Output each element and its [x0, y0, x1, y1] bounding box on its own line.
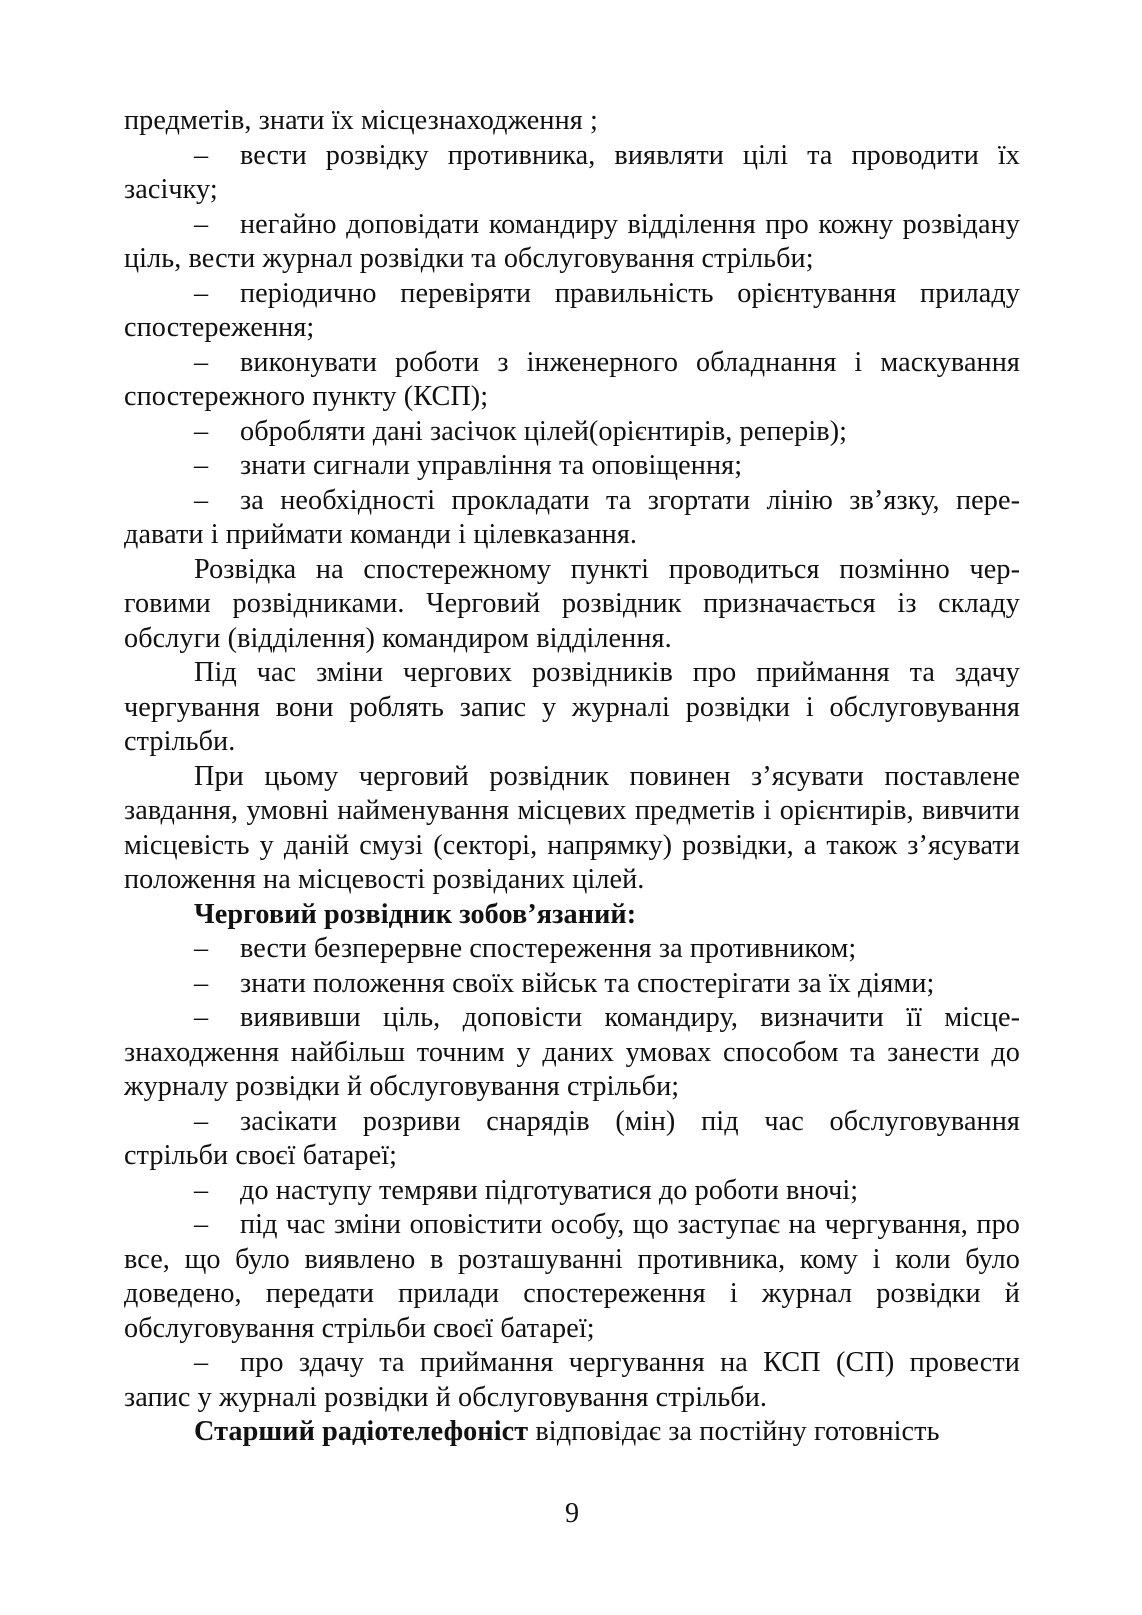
list-item-text: вести безперервне спостереження за противником;	[240, 933, 857, 964]
list-item	[124, 415, 1020, 450]
list-item-text: знати положення своїх військ та спостерігати за їх діями;	[240, 967, 935, 999]
lead-bold-text: Старший радіотелефоніст	[194, 1416, 529, 1447]
list-item-text: періодично перевіряти правильність орієнтування приладу спостереження;	[124, 277, 1020, 343]
list-item	[124, 449, 1020, 484]
list-item-text: під час зміни оповістити особу, що заступає на чергування, про все, що було виявлено в розташуванні противника, кому і коли було доведено, передати прилади спостереження і журнал розвідки й обслуговування стрільби своєї батареї;	[124, 1209, 1020, 1344]
dash-marker: –	[194, 415, 209, 447]
text-block	[124, 104, 1020, 1450]
list-item-text: засікати розриви снарядів (мін) під час обслуговування стрільби своєї батареї;	[124, 1105, 1020, 1171]
list-item	[124, 208, 1020, 277]
paragraph: Під час зміни чергових розвідників про приймання та здачу чергування вони роблять запис у журналі розвідки і обслуговування стрільби.	[124, 657, 1020, 757]
dash-marker: –	[194, 967, 209, 999]
list-item-text: виявивши ціль, доповісти командиру, визначити її місцезнаходження найбільш точним у даних умовах способом та занести до журналу розвідки й обслуговування стрільби;	[124, 1002, 1020, 1102]
paragraph: Розвідка на спостережному пункті проводиться позмінно черговими розвідниками. Черговий розвідник призначається із складу обслуги (відділення) командиром відділення.	[124, 553, 1020, 654]
paragraph-continuation: предметів, знати їх місцезнаходження ;	[124, 105, 598, 136]
paragraph-text: відповідає за постійну готовність	[528, 1416, 940, 1447]
dash-marker: –	[194, 346, 209, 378]
dash-marker: –	[194, 1174, 209, 1206]
list-item	[124, 277, 1020, 346]
list-item-text: знати сигнали управління та оповіщення;	[240, 450, 743, 481]
list-item-text: обробляти дані засічок цілей(орієнтирів, реперів);	[240, 415, 848, 447]
dash-marker: –	[194, 208, 209, 240]
dash-marker: –	[194, 1209, 209, 1240]
list-item	[124, 484, 1020, 553]
page-number: 9	[564, 1498, 580, 1529]
dash-marker: –	[194, 139, 209, 171]
list-item-text: про здачу та приймання чергування на КСП (СП) провести запис у журналі розвідки й обслуговування стрільби.	[124, 1347, 1020, 1413]
list-item	[124, 1001, 1020, 1105]
dash-marker: –	[194, 484, 209, 516]
section-heading: Черговий розвідник зобов’язаний:	[194, 898, 637, 930]
paragraph: При цьому черговий розвідник повинен з’ясувати поставлене завдання, умовні найменування місцевих предметів і орієнтирів, вивчити місцевість у даній смузі (секторі, напрямку) розвідки, а також з’ясувати положення на місцевості розвіданих цілей.	[124, 760, 1020, 895]
dash-marker: –	[194, 1347, 209, 1378]
list-item-text: виконувати роботи з інженерного обладнання і маскування спостережного пункту (КСП);	[124, 346, 1020, 412]
paragraph-lead-bold	[124, 1415, 1020, 1450]
dash-marker: –	[194, 277, 209, 309]
list-item-text: за необхідності прокладати та згортати лінію зв’язку, передавати і приймати команди і цілевказання.	[124, 484, 1020, 550]
list-item	[124, 932, 1020, 967]
list-item	[124, 139, 1020, 208]
list-item	[124, 1346, 1020, 1415]
list-item-text: до наступу темряви підготуватися до роботи вночі;	[240, 1174, 859, 1206]
dash-marker: –	[194, 450, 209, 481]
list-item-text: негайно доповідати командиру відділення про кожну розвідану ціль, вести журнал розвідки та обслуговування стрільби;	[124, 208, 1020, 274]
dash-marker: –	[194, 1105, 209, 1137]
list-item	[124, 346, 1020, 415]
list-item	[124, 1105, 1020, 1174]
list-item	[124, 1208, 1020, 1346]
list-item-text: вести розвідку противника, виявляти цілі та проводити їх засічку;	[124, 139, 1020, 205]
dash-marker: –	[194, 933, 209, 964]
list-item	[124, 1174, 1020, 1209]
dash-marker: –	[194, 1002, 209, 1033]
list-item	[124, 967, 1020, 1002]
